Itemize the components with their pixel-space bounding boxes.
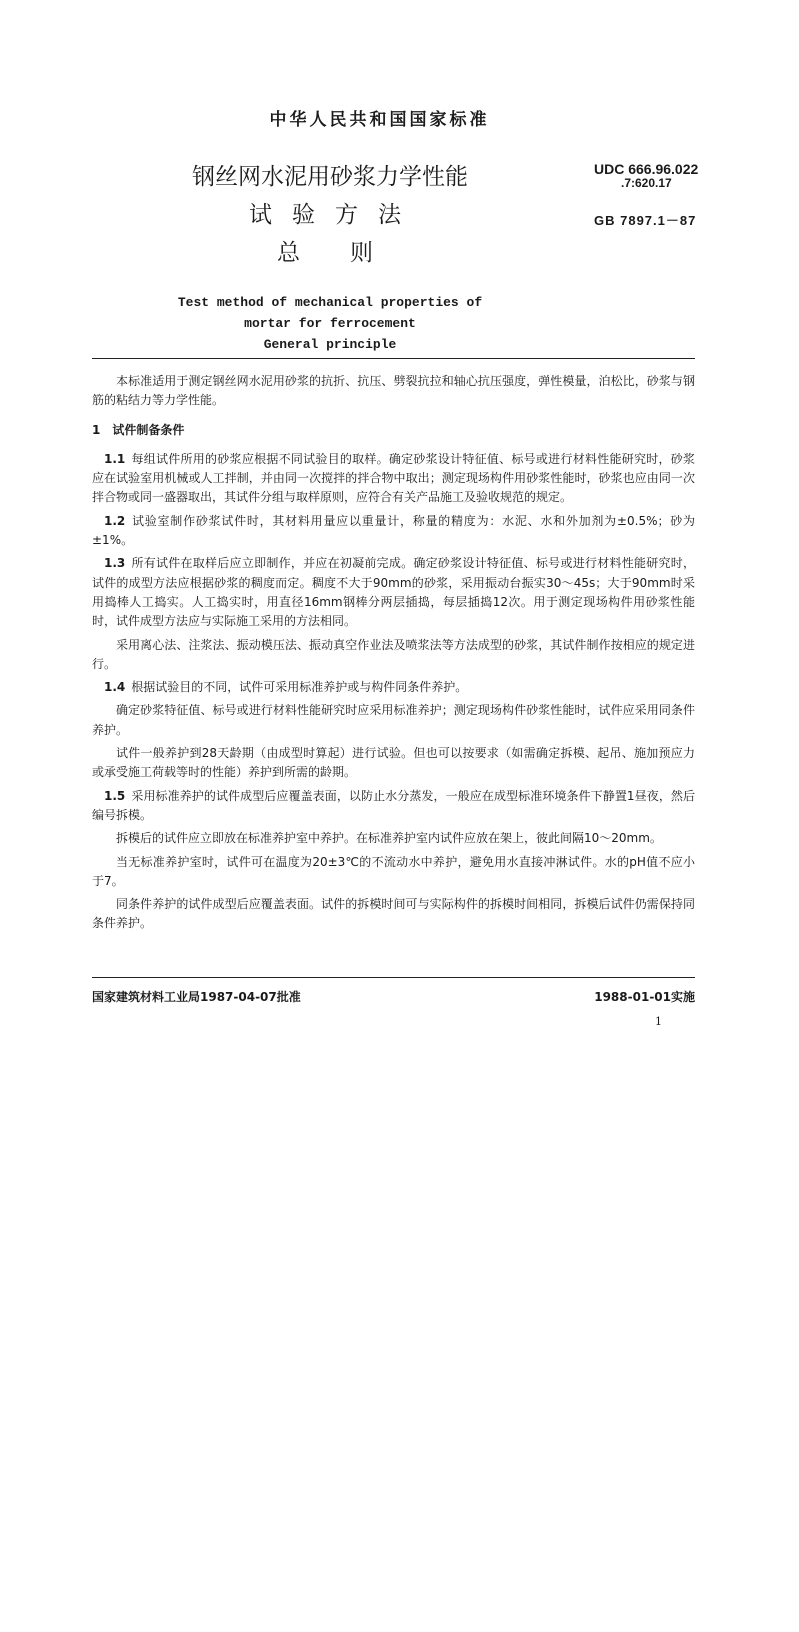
clause-text: 根据试验目的不同，试件可采用标准养护或与构件同条件养护。	[131, 680, 468, 695]
udc-code-continuation: .7:620.17	[621, 176, 672, 190]
section-1-heading: 1 试件制备条件	[92, 422, 185, 437]
clause-1-3-paragraph-2: 采用离心法、注浆法、振动模压法、振动真空作业法及喷浆法等方法成型的砂浆，其试件制作按相应的规定进行。	[92, 637, 695, 671]
clause-1-4-paragraph-2: 确定砂浆特征值、标号或进行材料性能研究时应采用标准养护；测定现场构件砂浆性能时，试件应采用同条件养护。	[92, 703, 695, 737]
page-number: 1	[655, 1015, 662, 1028]
clause-text: 每组试件所用的砂浆应根据不同试验目的取样。确定砂浆设计特征值、标号或进行材料性能研究时，砂浆应在试验室用机械或人工拌制，并由同一次搅拌的拌合物中取出；测定现场构件用砂浆性能时，砂浆也应由同一次拌合物或同一盛器取出，其试件分组与取样原则，应符合有关产品施工及验收规范的规定。	[92, 451, 695, 505]
title-en-line-1: Test method of mechanical properties of	[177, 295, 483, 310]
title-cn-line-1: 钢丝网水泥用砂浆力学性能	[192, 164, 468, 190]
clause-number: 1.3	[104, 556, 126, 571]
header-divider	[92, 358, 695, 359]
title-en-line-3: General principle	[263, 337, 397, 352]
clause-text: 试验室制作砂浆试件时，其材料用量应以重量计，称量的精度为：水泥、水和外加剂为±0.5%；砂为±1%。	[92, 513, 695, 548]
clause-number: 1.1	[104, 451, 126, 466]
footer-divider	[92, 977, 695, 978]
title-cn-line-2: 试验方法	[249, 202, 421, 228]
effective-date: 1988-01-01实施	[594, 990, 695, 1004]
udc-code: UDC 666.96.022	[594, 161, 699, 177]
title-en-line-2: mortar for ferrocement	[244, 316, 416, 331]
clause-1-5	[92, 787, 695, 826]
document-body	[92, 372, 695, 938]
clause-number: 1.5	[104, 788, 126, 803]
gb-standard-number: GB 7897.1－87	[594, 213, 697, 228]
clause-text: 采用标准养护的试件成型后应覆盖表面，以防止水分蒸发，一般应在成型标准环境条件下静置1昼夜，然后编号拆模。	[92, 788, 695, 822]
classification-codes	[594, 162, 754, 229]
clause-1-3	[92, 554, 695, 631]
clause-1-4	[92, 678, 695, 697]
intro-paragraph: 本标准适用于测定钢丝网水泥用砂浆的抗折、抗压、劈裂抗拉和轴心抗压强度，弹性模量，泊松比，砂浆与钢筋的粘结力等力学性能。	[92, 374, 695, 408]
title-cn-line-3: 总则	[277, 240, 423, 266]
clause-1-4-paragraph-3: 试件一般养护到28天龄期（由成型时算起）进行试验。但也可以按要求（如需确定拆模、起吊、施加预应力或承受施工荷载等时的性能）养护到所需的龄期。	[92, 746, 695, 780]
clause-text: 所有试件在取样后应立即制作，并应在初凝前完成。确定砂浆设计特征值、标号或进行材料性能研究时，试件的成型方法应根据砂浆的稠度而定。稠度不大于90mm的砂浆，采用振动台振实30～45s；大于90mm时采用捣棒人工捣实。人工捣实时，用直径16mm钢棒分两层插捣，每层插捣12次。用于测定现场构件用砂浆性能时，试件成型方法应与实际施工采用的方法相同。	[92, 556, 695, 629]
approval-date: 国家建筑材料工业局1987-04-07批准	[92, 990, 301, 1004]
clause-1-5-paragraph-2: 拆模后的试件应立即放在标准养护室中养护。在标准养护室内试件应放在架上，彼此间隔10～20mm。	[116, 831, 662, 846]
clause-1-5-paragraph-4: 同条件养护的试件成型后应覆盖表面。试件的拆模时间可与实际构件的拆模时间相同，拆模后试件仍需保持同条件养护。	[92, 897, 695, 931]
clause-number: 1.2	[104, 513, 126, 528]
issuing-authority: 中华人民共和国国家标准	[269, 110, 490, 130]
clause-1-5-paragraph-3: 当无标准养护室时，试件可在温度为20±3℃的不流动水中养护，避免用水直接冲淋试件。水的pH值不应小于7。	[92, 854, 695, 888]
clause-1-2	[92, 512, 695, 551]
title-block	[160, 158, 500, 355]
clause-number: 1.4	[104, 680, 126, 695]
clause-1-1	[92, 450, 695, 508]
